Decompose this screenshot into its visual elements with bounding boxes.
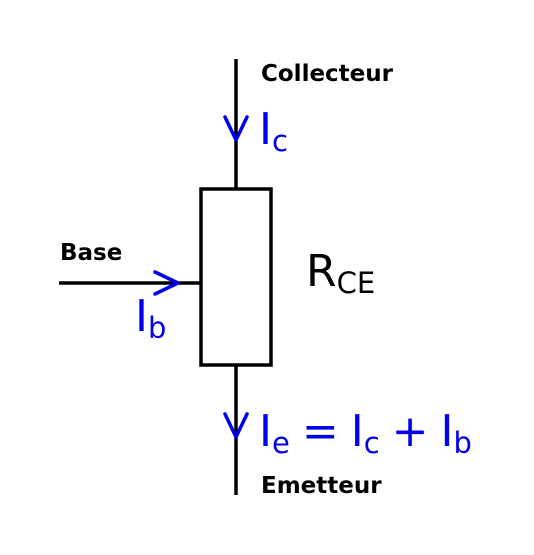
collector-current-label	[259, 104, 288, 158]
collector-current-symbol: I	[259, 104, 272, 155]
resistor-label	[306, 246, 375, 300]
equation-term1-subscript: c	[363, 426, 380, 460]
equation-term2-subscript: b	[453, 426, 472, 460]
equals-sign: =	[301, 406, 339, 457]
plus-sign: +	[391, 406, 429, 457]
emitter-label: Emetteur	[261, 473, 382, 499]
resistor-symbol: R	[306, 246, 337, 297]
emitter-current-subscript: e	[271, 426, 290, 460]
base-current-subscript: b	[147, 311, 167, 345]
equation-term1-symbol: I	[350, 406, 364, 457]
base-current-label	[135, 291, 166, 345]
collector-current-subscript: c	[271, 124, 288, 158]
resistor-body	[201, 189, 271, 365]
base-label: Base	[60, 240, 123, 266]
equation-term2-symbol: I	[440, 406, 454, 457]
base-current-symbol: I	[135, 291, 148, 342]
collector-label: Collecteur	[261, 61, 393, 87]
emitter-current-equation	[259, 406, 472, 460]
emitter-current-symbol: I	[259, 406, 272, 457]
resistor-subscript: CE	[336, 266, 376, 300]
